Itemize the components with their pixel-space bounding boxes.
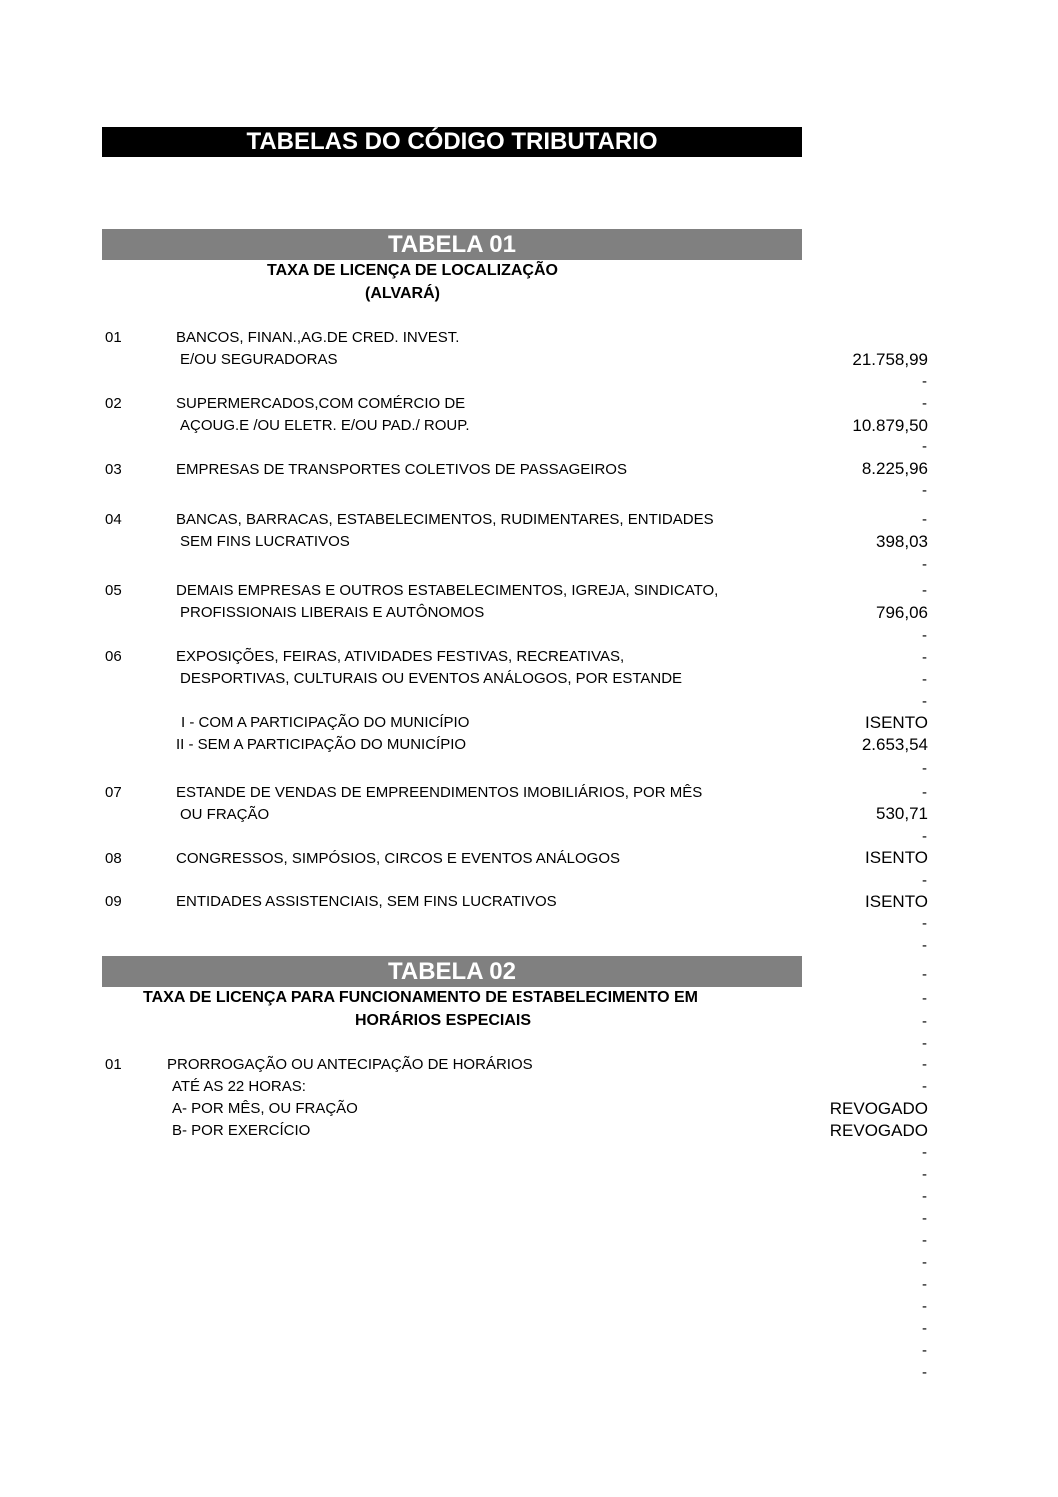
item-description: PRORROGAÇÃO OU ANTECIPAÇÃO DE HORÁRIOS (167, 1056, 533, 1073)
dash-placeholder: - (922, 649, 927, 666)
tabela02-title: TABELA 02 (102, 956, 802, 987)
dash-placeholder: - (922, 373, 927, 390)
dash-placeholder: - (922, 915, 927, 932)
item-value: 398,03 (876, 532, 928, 551)
item-description: CONGRESSOS, SIMPÓSIOS, CIRCOS E EVENTOS ANÁLOGOS (176, 850, 620, 867)
dash-placeholder: - (922, 693, 927, 710)
item-value: REVOGADO (829, 1099, 928, 1118)
item-description-cont: E/OU SEGURADORAS (180, 351, 338, 368)
dash-placeholder: - (922, 1364, 927, 1381)
dash-placeholder: - (922, 1013, 927, 1030)
item-value: REVOGADO (829, 1121, 928, 1140)
dash-placeholder: - (922, 760, 927, 777)
dash-placeholder: - (922, 1276, 927, 1293)
item-value: ISENTO (865, 713, 928, 732)
dash-placeholder: - (922, 671, 927, 688)
dash-placeholder: - (922, 395, 927, 412)
dash-placeholder: - (922, 1342, 927, 1359)
item-value: 21.758,99 (852, 350, 928, 369)
item-number: 07 (105, 784, 122, 801)
item-number: 09 (105, 893, 122, 910)
item-description-cont: OU FRAÇÃO (180, 806, 270, 823)
item-description-cont: AÇOUG.E /OU ELETR. E/OU PAD./ ROUP. (180, 417, 470, 434)
item-number: 01 (105, 1056, 122, 1073)
item-value: 796,06 (876, 603, 928, 622)
dash-placeholder: - (922, 582, 927, 599)
dash-placeholder: - (922, 1210, 927, 1227)
dash-placeholder: - (922, 511, 927, 528)
item-value: 10.879,50 (852, 416, 928, 435)
dash-placeholder: - (922, 627, 927, 644)
item-number: 02 (105, 395, 122, 412)
item-description: BANCAS, BARRACAS, ESTABELECIMENTOS, RUDIMENTARES, ENTIDADES (176, 511, 714, 528)
item-description-cont: SEM FINS LUCRATIVOS (180, 533, 350, 550)
item-value: ISENTO (865, 848, 928, 867)
dash-placeholder: - (922, 1188, 927, 1205)
item-subitem: I - COM A PARTICIPAÇÃO DO MUNICÍPIO (181, 714, 470, 731)
dash-placeholder: - (922, 872, 927, 889)
dash-placeholder: - (922, 1166, 927, 1183)
dash-placeholder: - (922, 966, 927, 983)
item-number: 04 (105, 511, 122, 528)
dash-placeholder: - (922, 1320, 927, 1337)
item-description: DEMAIS EMPRESAS E OUTROS ESTABELECIMENTOS, IGREJA, SINDICATO, (176, 582, 719, 599)
dash-placeholder: - (922, 1254, 927, 1271)
dash-placeholder: - (922, 1298, 927, 1315)
item-description: EXPOSIÇÕES, FEIRAS, ATIVIDADES FESTIVAS, RECREATIVAS, (176, 648, 625, 665)
item-number: 01 (105, 329, 122, 346)
main-title: TABELAS DO CÓDIGO TRIBUTARIO (102, 127, 802, 157)
item-description: ESTANDE DE VENDAS DE EMPREENDIMENTOS IMOBILIÁRIOS, POR MÊS (176, 784, 703, 801)
dash-placeholder: - (922, 1232, 927, 1249)
dash-placeholder: - (922, 1056, 927, 1073)
item-value: 2.653,54 (861, 735, 928, 754)
dash-placeholder: - (922, 438, 927, 455)
item-description-cont: PROFISSIONAIS LIBERAIS E AUTÔNOMOS (180, 604, 485, 621)
tabela01-subtitle-line2: (ALVARÁ) (365, 285, 440, 302)
dash-placeholder: - (922, 828, 927, 845)
item-number: 06 (105, 648, 122, 665)
dash-placeholder: - (922, 784, 927, 801)
item-value: 530,71 (876, 804, 928, 823)
dash-placeholder: - (922, 990, 927, 1007)
tabela02-subtitle-line1: TAXA DE LICENÇA PARA FUNCIONAMENTO DE ESTABELECIMENTO EM (143, 989, 698, 1006)
dash-placeholder: - (922, 1144, 927, 1161)
item-description: EMPRESAS DE TRANSPORTES COLETIVOS DE PASSAGEIROS (176, 461, 627, 478)
item-description: ENTIDADES ASSISTENCIAIS, SEM FINS LUCRATIVOS (176, 893, 557, 910)
dash-placeholder: - (922, 556, 927, 573)
item-subitem: A- POR MÊS, OU FRAÇÃO (172, 1100, 358, 1117)
tabela02-subtitle-line2: HORÁRIOS ESPECIAIS (355, 1012, 532, 1029)
item-subitem: B- POR EXERCÍCIO (172, 1122, 311, 1139)
item-description: BANCOS, FINAN.,AG.DE CRED. INVEST. (176, 329, 460, 346)
tabela01-subtitle-line1: TAXA DE LICENÇA DE LOCALIZAÇÃO (267, 262, 558, 279)
item-number: 08 (105, 850, 122, 867)
dash-placeholder: - (922, 937, 927, 954)
item-description: SUPERMERCADOS,COM COMÉRCIO DE (176, 395, 466, 412)
dash-placeholder: - (922, 1035, 927, 1052)
tabela01-title: TABELA 01 (102, 229, 802, 260)
item-value: ISENTO (865, 892, 928, 911)
item-description-cont: DESPORTIVAS, CULTURAIS OU EVENTOS ANÁLOGOS, POR ESTANDE (180, 670, 683, 687)
item-value: 8.225,96 (861, 459, 928, 478)
item-number: 03 (105, 461, 122, 478)
item-description-cont: ATÉ AS 22 HORAS: (172, 1078, 306, 1095)
dash-placeholder: - (922, 482, 927, 499)
item-number: 05 (105, 582, 122, 599)
item-subitem: II - SEM A PARTICIPAÇÃO DO MUNICÍPIO (176, 736, 467, 753)
dash-placeholder: - (922, 1078, 927, 1095)
